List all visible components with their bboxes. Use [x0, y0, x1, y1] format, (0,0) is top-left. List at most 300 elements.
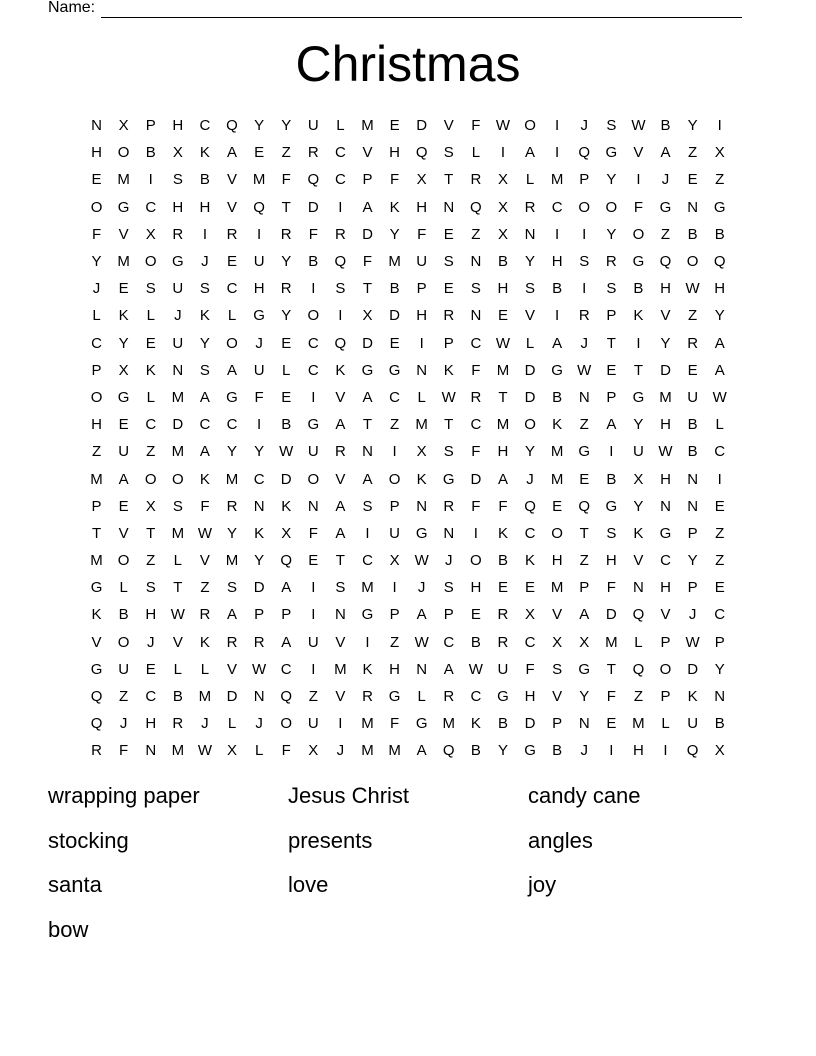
- grid-letter: F: [119, 742, 129, 760]
- grid-letter: D: [687, 660, 699, 678]
- grid-letter: W: [495, 117, 511, 135]
- grid-letter: H: [551, 253, 563, 271]
- grid-letter: V: [362, 144, 373, 162]
- grid-letter: G: [524, 742, 536, 760]
- grid-letter: I: [392, 579, 397, 597]
- grid-letter: D: [470, 470, 482, 488]
- grid-letter: N: [524, 225, 536, 243]
- grid-letter: V: [335, 688, 346, 706]
- grid-letter: N: [416, 361, 428, 379]
- grid-letter: G: [117, 388, 130, 406]
- word-search-grid: [83, 112, 734, 765]
- grid-letter: B: [552, 742, 563, 760]
- grid-letter: K: [497, 524, 508, 542]
- grid-letter: O: [632, 225, 645, 243]
- grid-letter: A: [335, 416, 346, 434]
- grid-letter: V: [525, 307, 536, 325]
- grid-letter: Q: [578, 497, 591, 515]
- grid-letter: E: [389, 117, 400, 135]
- grid-letter: Q: [90, 715, 103, 733]
- grid-letter: H: [253, 280, 265, 298]
- grid-letter: P: [91, 361, 102, 379]
- grid-letter: G: [605, 497, 618, 515]
- grid-letter: H: [145, 715, 157, 733]
- grid-letter: H: [714, 280, 726, 298]
- grid-letter: O: [117, 633, 130, 651]
- grid-letter: G: [388, 688, 401, 706]
- grid-letter: V: [227, 660, 238, 678]
- grid-letter: P: [254, 606, 265, 624]
- grid-letter: M: [550, 443, 564, 461]
- grid-letter: A: [714, 334, 725, 352]
- grid-letter: H: [199, 198, 211, 216]
- grid-letter: A: [443, 660, 454, 678]
- grid-letter: U: [253, 361, 265, 379]
- grid-letter: I: [311, 280, 316, 298]
- grid-letter: K: [470, 715, 481, 733]
- grid-letter: Y: [254, 552, 265, 570]
- grid-letter: G: [442, 470, 455, 488]
- grid-letter: S: [552, 660, 563, 678]
- grid-letter: K: [145, 361, 156, 379]
- grid-letter: G: [307, 416, 320, 434]
- grid-letter: H: [551, 552, 563, 570]
- grid-letter: A: [362, 198, 373, 216]
- grid-letter: M: [171, 443, 185, 461]
- grid-letter: M: [388, 253, 401, 271]
- grid-letter: R: [362, 688, 373, 706]
- grid-letter: K: [118, 307, 129, 325]
- grid-letter: P: [389, 606, 400, 624]
- grid-letter: N: [91, 117, 102, 135]
- grid-letter: C: [551, 198, 563, 216]
- grid-letter: J: [336, 742, 345, 760]
- grid-letter: H: [660, 416, 671, 434]
- grid-letter: H: [91, 416, 102, 434]
- grid-letter: L: [417, 688, 426, 706]
- grid-letter: L: [200, 660, 210, 678]
- grid-letter: Y: [254, 117, 265, 135]
- grid-letter: I: [365, 633, 370, 651]
- grid-letter: Z: [389, 416, 400, 434]
- grid-letter: A: [362, 388, 373, 406]
- grid-letter: E: [254, 144, 265, 162]
- grid-letter: C: [524, 633, 536, 651]
- grid-letter: U: [687, 715, 699, 733]
- grid-letter: B: [714, 225, 725, 243]
- grid-letter: Y: [281, 307, 292, 325]
- grid-letter: P: [145, 117, 156, 135]
- grid-letter: K: [525, 552, 536, 570]
- grid-letter: M: [496, 416, 510, 434]
- grid-letter: B: [660, 117, 671, 135]
- grid-letter: R: [443, 688, 455, 706]
- grid-letter: S: [443, 579, 454, 597]
- grid-letter: W: [495, 334, 511, 352]
- word-list-item: presents: [288, 827, 373, 853]
- grid-letter: K: [199, 307, 210, 325]
- grid-letter: S: [172, 497, 183, 515]
- grid-letter: E: [281, 388, 292, 406]
- grid-letter: N: [470, 253, 482, 271]
- grid-letter: G: [578, 443, 591, 461]
- grid-letter: V: [552, 688, 563, 706]
- grid-letter: A: [606, 416, 617, 434]
- grid-letter: B: [687, 443, 698, 461]
- grid-letter: C: [714, 443, 726, 461]
- grid-letter: X: [714, 144, 725, 162]
- grid-letter: A: [552, 334, 563, 352]
- grid-letter: I: [473, 524, 478, 542]
- grid-letter: Q: [442, 742, 455, 760]
- grid-letter: A: [497, 470, 508, 488]
- grid-letter: C: [362, 552, 373, 570]
- grid-letter: J: [580, 117, 588, 135]
- grid-letter: U: [307, 633, 319, 651]
- grid-letter: S: [443, 443, 454, 461]
- grid-letter: Y: [525, 253, 536, 271]
- word-list-item: Jesus Christ: [288, 783, 410, 808]
- grid-letter: C: [91, 334, 102, 352]
- grid-letter: E: [714, 497, 725, 515]
- grid-letter: Q: [659, 253, 672, 271]
- grid-letter: F: [389, 171, 400, 189]
- grid-letter: Q: [632, 606, 645, 624]
- grid-letter: U: [389, 524, 400, 542]
- grid-letter: C: [307, 334, 319, 352]
- grid-letter: M: [225, 470, 239, 488]
- grid-letter: X: [172, 144, 183, 162]
- grid-letter: D: [660, 361, 671, 379]
- word-list-item: santa: [48, 872, 102, 897]
- grid-letter: W: [197, 742, 212, 760]
- grid-letter: S: [145, 579, 156, 597]
- grid-letter: N: [443, 524, 455, 542]
- grid-letter: E: [443, 280, 454, 298]
- grid-letter: C: [145, 688, 157, 706]
- grid-letter: Y: [227, 524, 238, 542]
- grid-letter: Q: [713, 253, 726, 271]
- grid-letter: M: [334, 660, 347, 678]
- grid-letter: L: [661, 715, 670, 733]
- grid-letter: L: [146, 307, 155, 325]
- grid-letter: G: [632, 388, 645, 406]
- grid-letter: Z: [579, 416, 589, 434]
- grid-letter: T: [362, 280, 373, 298]
- grid-letter: O: [686, 253, 699, 271]
- word-list-item: stocking: [48, 827, 129, 853]
- grid-letter: N: [633, 579, 644, 597]
- grid-letter: B: [687, 416, 698, 434]
- grid-letter: R: [280, 280, 292, 298]
- grid-letter: M: [415, 416, 428, 434]
- grid-letter: K: [91, 606, 102, 624]
- grid-letter: R: [334, 225, 346, 243]
- grid-letter: Q: [253, 198, 265, 216]
- grid-letter: O: [605, 198, 618, 216]
- grid-letter: M: [550, 470, 564, 488]
- grid-letter: Y: [633, 497, 644, 515]
- grid-letter: G: [497, 688, 509, 706]
- grid-letter: E: [145, 660, 156, 678]
- grid-letter: M: [117, 171, 130, 189]
- grid-letter: E: [470, 606, 481, 624]
- grid-letter: T: [498, 388, 508, 406]
- grid-letter: L: [525, 171, 535, 189]
- grid-letter: G: [659, 524, 672, 542]
- grid-letter: O: [226, 334, 238, 352]
- grid-letter: G: [388, 361, 401, 379]
- grid-letter: W: [441, 388, 456, 406]
- grid-letter: Q: [90, 688, 103, 706]
- grid-letter: H: [524, 688, 536, 706]
- grid-letter: I: [636, 334, 641, 352]
- grid-letter: X: [389, 552, 400, 570]
- grid-letter: N: [334, 606, 346, 624]
- grid-letter: U: [307, 715, 319, 733]
- grid-letter: E: [687, 361, 698, 379]
- word-list-item: bow: [48, 916, 89, 942]
- grid-letter: H: [470, 579, 482, 597]
- grid-letter: X: [281, 524, 292, 542]
- grid-letter: W: [414, 552, 429, 570]
- grid-letter: S: [227, 579, 238, 597]
- grid-letter: I: [338, 715, 343, 733]
- grid-letter: F: [633, 198, 643, 216]
- grid-letter: F: [254, 388, 264, 406]
- grid-letter: S: [606, 524, 617, 542]
- grid-letter: N: [253, 688, 265, 706]
- grid-letter: L: [282, 361, 291, 379]
- grid-letter: R: [578, 307, 590, 325]
- word-list-item: candy cane: [528, 783, 641, 808]
- grid-letter: B: [714, 715, 725, 733]
- grid-letter: R: [443, 497, 455, 515]
- grid-letter: D: [253, 579, 265, 597]
- grid-letter: N: [578, 715, 590, 733]
- grid-letter: R: [605, 253, 617, 271]
- grid-letter: B: [687, 225, 698, 243]
- grid-letter: Q: [686, 742, 699, 760]
- grid-letter: S: [443, 144, 454, 162]
- grid-letter: R: [172, 225, 184, 243]
- grid-letter: U: [307, 117, 319, 135]
- grid-letter: I: [338, 198, 343, 216]
- grid-letter: E: [579, 470, 590, 488]
- grid-letter: S: [525, 280, 536, 298]
- grid-letter: E: [552, 497, 563, 515]
- grid-letter: H: [416, 198, 428, 216]
- grid-letter: K: [389, 198, 400, 216]
- grid-letter: T: [444, 171, 454, 189]
- grid-letter: N: [145, 742, 157, 760]
- grid-letter: M: [388, 742, 401, 760]
- grid-letter: N: [470, 307, 482, 325]
- grid-letter: U: [307, 443, 319, 461]
- name-underline[interactable]: [101, 3, 742, 18]
- grid-letter: M: [198, 688, 212, 706]
- grid-letter: L: [634, 633, 643, 651]
- grid-letter: T: [579, 524, 589, 542]
- grid-letter: I: [311, 606, 316, 624]
- grid-letter: X: [714, 742, 725, 760]
- grid-letter: S: [470, 280, 481, 298]
- grid-letter: A: [199, 388, 210, 406]
- grid-letter: T: [91, 524, 102, 542]
- grid-letter: M: [171, 524, 185, 542]
- grid-letter: L: [525, 334, 535, 352]
- grid-letter: R: [226, 225, 238, 243]
- grid-letter: O: [388, 470, 401, 488]
- grid-letter: M: [361, 715, 374, 733]
- grid-letter: P: [443, 606, 454, 624]
- grid-letter: H: [660, 470, 671, 488]
- grid-letter: E: [606, 361, 617, 379]
- grid-letter: E: [497, 307, 508, 325]
- grid-letter: Q: [226, 117, 238, 135]
- grid-letter: B: [497, 253, 508, 271]
- grid-letter: I: [555, 307, 560, 325]
- grid-letter: U: [172, 334, 184, 352]
- grid-letter: R: [307, 144, 319, 162]
- grid-letter: L: [173, 660, 182, 678]
- grid-letter: S: [199, 361, 210, 379]
- grid-letter: K: [254, 524, 265, 542]
- grid-letter: A: [281, 633, 292, 651]
- grid-letter: M: [361, 117, 374, 135]
- grid-letter: J: [255, 334, 263, 352]
- grid-letter: C: [334, 171, 346, 189]
- grid-letter: E: [389, 334, 400, 352]
- grid-letter: I: [257, 416, 262, 434]
- grid-letter: K: [199, 144, 210, 162]
- grid-letter: I: [365, 524, 370, 542]
- grid-letter: M: [171, 742, 185, 760]
- grid-letter: F: [525, 660, 535, 678]
- grid-letter: A: [362, 470, 373, 488]
- grid-letter: D: [524, 715, 536, 733]
- grid-letter: D: [226, 688, 238, 706]
- grid-letter: W: [631, 117, 646, 135]
- grid-letter: Y: [281, 253, 292, 271]
- grid-letter: R: [687, 334, 699, 352]
- grid-letter: E: [118, 280, 129, 298]
- grid-letter: D: [524, 388, 536, 406]
- grid-letter: G: [713, 198, 726, 216]
- grid-letter: W: [252, 660, 267, 678]
- grid-letter: N: [172, 361, 184, 379]
- grid-letter: N: [578, 388, 590, 406]
- grid-letter: O: [171, 470, 184, 488]
- grid-letter: S: [335, 280, 346, 298]
- grid-letter: K: [633, 524, 644, 542]
- grid-letter: A: [525, 144, 536, 162]
- grid-letter: J: [661, 171, 670, 189]
- grid-letter: Z: [389, 633, 400, 651]
- grid-letter: D: [524, 361, 536, 379]
- word-list-item: love: [288, 872, 329, 897]
- grid-letter: O: [307, 307, 320, 325]
- grid-letter: M: [252, 171, 266, 189]
- grid-letter: G: [226, 388, 238, 406]
- grid-letter: L: [227, 307, 237, 325]
- grid-letter: G: [90, 579, 103, 597]
- grid-letter: W: [279, 443, 294, 461]
- grid-letter: M: [171, 388, 185, 406]
- grid-letter: L: [471, 144, 481, 162]
- grid-letter: L: [417, 388, 426, 406]
- name-field[interactable]: [48, 0, 742, 18]
- grid-letter: P: [362, 171, 373, 189]
- grid-letter: H: [497, 280, 509, 298]
- grid-letter: B: [389, 280, 400, 298]
- grid-letter: I: [257, 225, 262, 243]
- grid-letter: C: [714, 606, 726, 624]
- grid-letter: I: [555, 117, 560, 135]
- grid-letter: J: [580, 742, 588, 760]
- grid-letter: M: [496, 361, 510, 379]
- grid-letter: L: [92, 307, 101, 325]
- grid-letter: K: [416, 470, 427, 488]
- grid-letter: K: [552, 416, 563, 434]
- grid-letter: Z: [200, 579, 210, 597]
- grid-letter: C: [524, 524, 536, 542]
- grid-letter: T: [335, 552, 345, 570]
- grid-letter: W: [468, 660, 483, 678]
- grid-letter: O: [524, 117, 536, 135]
- grid-letter: S: [362, 497, 373, 515]
- grid-letter: R: [497, 633, 509, 651]
- grid-letter: E: [145, 334, 156, 352]
- grid-letter: H: [145, 606, 157, 624]
- grid-letter: N: [416, 660, 428, 678]
- grid-letter: X: [497, 171, 508, 189]
- grid-letter: G: [605, 144, 618, 162]
- grid-letter: E: [118, 497, 129, 515]
- grid-letter: H: [91, 144, 102, 162]
- grid-letter: Y: [660, 334, 671, 352]
- grid-letter: P: [443, 334, 454, 352]
- grid-letter: L: [715, 416, 724, 434]
- grid-letter: X: [497, 198, 508, 216]
- grid-letter: X: [552, 633, 563, 651]
- grid-letter: A: [416, 742, 427, 760]
- grid-letter: I: [609, 443, 614, 461]
- grid-letter: I: [717, 470, 722, 488]
- grid-letter: I: [555, 225, 560, 243]
- grid-letter: K: [199, 470, 210, 488]
- grid-letter: N: [687, 497, 699, 515]
- grid-letter: P: [606, 307, 617, 325]
- grid-letter: C: [145, 416, 157, 434]
- grid-letter: Q: [280, 688, 293, 706]
- grid-letter: B: [497, 552, 508, 570]
- grid-letter: I: [636, 171, 641, 189]
- grid-letter: B: [470, 742, 481, 760]
- grid-letter: Z: [471, 225, 481, 243]
- grid-letter: M: [361, 742, 374, 760]
- grid-letter: I: [555, 144, 560, 162]
- grid-letter: P: [579, 171, 590, 189]
- grid-letter: Z: [91, 443, 102, 461]
- grid-letter: Y: [227, 443, 238, 461]
- grid-letter: V: [660, 606, 671, 624]
- grid-letter: X: [497, 225, 508, 243]
- grid-letter: I: [717, 117, 722, 135]
- grid-letter: C: [443, 633, 455, 651]
- grid-letter: B: [552, 388, 563, 406]
- grid-letter: X: [145, 225, 156, 243]
